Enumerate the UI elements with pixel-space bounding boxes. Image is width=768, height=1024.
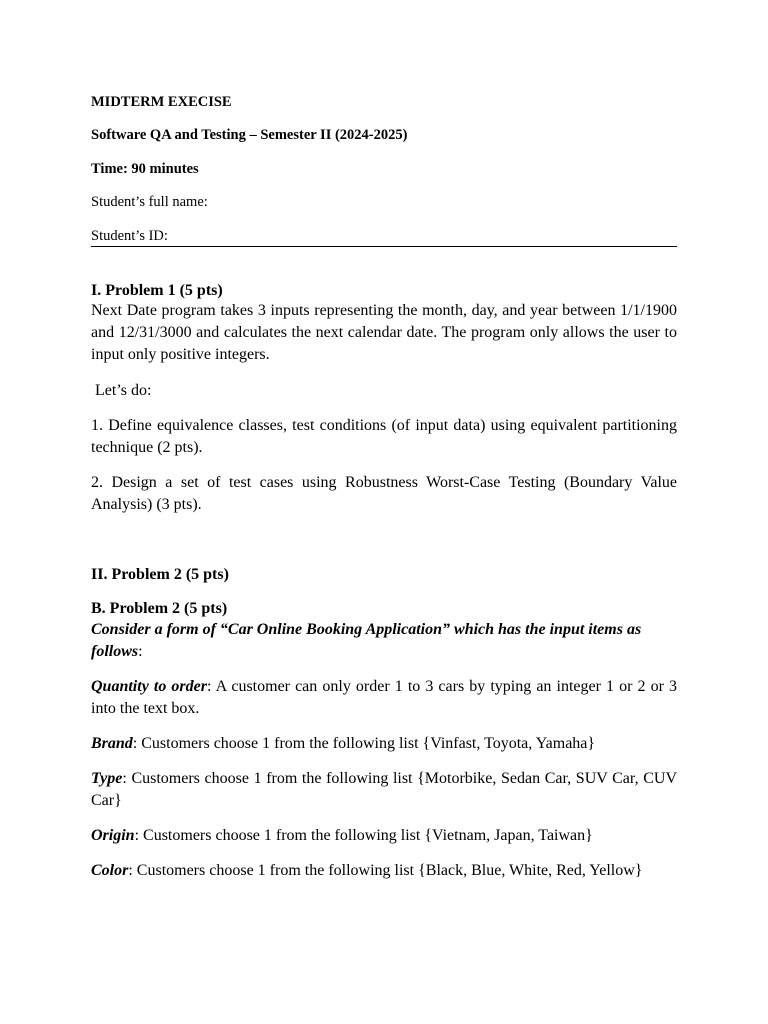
problem1-lets-do: Let’s do: xyxy=(95,382,152,399)
problem2-intro-text: Consider a form of “Car Online Booking Application” which has the input items as follows xyxy=(91,621,642,660)
field-type-text: : Customers choose 1 from the following list {Motorbike, Sedan Car, SUV Car, CUV Car} xyxy=(91,770,677,809)
field-quantity xyxy=(91,676,677,720)
field-brand-label: Brand xyxy=(91,735,133,752)
problem1-heading: I. Problem 1 (5 pts) xyxy=(91,282,223,299)
field-color-text: : Customers choose 1 from the following list {Black, Blue, White, Red, Yellow} xyxy=(128,862,643,879)
problem2-heading: II. Problem 2 (5 pts) xyxy=(91,566,229,583)
field-brand-text: : Customers choose 1 from the following list {Vinfast, Toyota, Yamaha} xyxy=(132,735,596,752)
problem1-task-1: 1. Define equivalence classes, test conditions (of input data) using equivalent partitioning technique (2 pts). xyxy=(91,417,677,456)
problem1-task-2: 2. Design a set of test cases using Robustness Worst-Case Testing (Boundary Value Analysis) (3 pts). xyxy=(91,474,677,513)
problem2-subheading: B. Problem 2 (5 pts) xyxy=(91,600,228,617)
header-divider xyxy=(91,246,677,247)
field-brand xyxy=(91,733,677,755)
problem2-intro xyxy=(91,619,677,663)
student-name-label: Student’s full name: xyxy=(91,194,208,210)
exam-title: MIDTERM EXECISE xyxy=(91,94,232,110)
course-title: Software QA and Testing – Semester II (2024-2025) xyxy=(91,127,408,143)
field-type-label: Type xyxy=(91,770,123,787)
field-color-label: Color xyxy=(91,862,129,879)
student-id-label: Student’s ID: xyxy=(91,228,168,244)
field-type xyxy=(91,768,677,812)
field-origin-text: : Customers choose 1 from the following list {Vietnam, Japan, Taiwan} xyxy=(134,827,593,844)
problem2-intro-suffix: : xyxy=(138,643,143,660)
problem1-description: Next Date program takes 3 inputs representing the month, day, and year between 1/1/1900 and 12/31/3000 and calculates the next calendar date. The program only allows the user to input only positive integers. xyxy=(91,302,677,363)
field-origin-label: Origin xyxy=(91,827,135,844)
field-origin xyxy=(91,825,677,847)
exam-time: Time: 90 minutes xyxy=(91,161,199,177)
field-color xyxy=(91,860,677,882)
field-quantity-label: Quantity to order xyxy=(91,678,207,695)
field-quantity-text: : A customer can only order 1 to 3 cars by typing an integer 1 or 2 or 3 into the text box. xyxy=(91,678,677,717)
